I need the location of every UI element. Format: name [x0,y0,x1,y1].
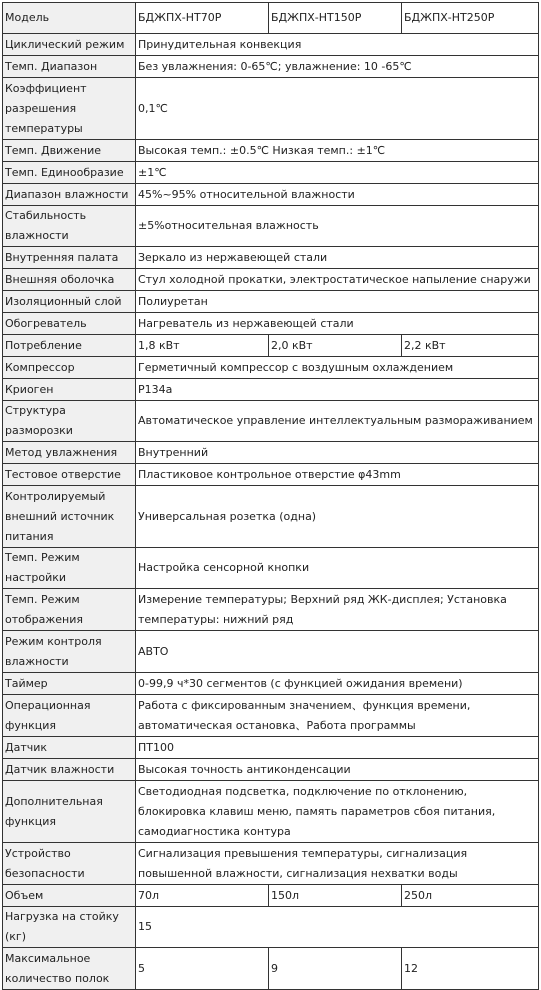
table-row [3,184,539,206]
table-row [3,907,539,948]
table-row [3,206,539,247]
table-row [3,78,539,140]
row-value: ПТ100 [136,737,539,759]
table-row [3,464,539,486]
table-row [3,486,539,548]
table-row [3,140,539,162]
spec-table-body [3,3,539,990]
table-row [3,357,539,379]
row-label: Контролируемый внешний источник питания [3,486,136,548]
table-row [3,269,539,291]
row-value: ±5%относительная влажность [136,206,539,247]
row-value: БДЖПХ-НТ150Р [269,3,402,34]
table-row [3,247,539,269]
row-label: Модель [3,3,136,34]
row-value: Светодиодная подсветка, подключение по отклонению, блокировка клавиш меню, память параметров сбоя питания, самодиагностика контура [136,781,539,843]
row-value: 9 [269,948,402,990]
row-value: Стул холодной прокатки, электростатическое напыление снаружи [136,269,539,291]
row-label: Компрессор [3,357,136,379]
row-value: Герметичный компрессор с воздушным охлаждением [136,357,539,379]
row-label: Устройство безопасности [3,843,136,885]
row-value: Принудительная конвекция [136,34,539,56]
table-row [3,56,539,78]
table-row [3,589,539,631]
row-value: ±1℃ [136,162,539,184]
row-value: АВТО [136,631,539,673]
table-row [3,548,539,589]
row-label: Криоген [3,379,136,401]
row-value: Автоматическое управление интеллектуальным размораживанием [136,401,539,442]
table-row [3,291,539,313]
row-label: Датчик влажности [3,759,136,781]
row-value: 5 [136,948,269,990]
row-label: Датчик [3,737,136,759]
row-value: Зеркало из нержавеющей стали [136,247,539,269]
row-label: Внешняя оболочка [3,269,136,291]
row-value: БДЖПХ-НТ250Р [402,3,539,34]
table-row [3,781,539,843]
table-row [3,3,539,34]
table-row [3,673,539,695]
row-value: 2,0 кВт [269,335,402,357]
row-label: Коэффициент разрешения температуры [3,78,136,140]
row-label: Операционная функция [3,695,136,737]
row-label: Циклический режим [3,34,136,56]
row-value: 0-99,9 ч*30 сегментов (с функцией ожидания времени) [136,673,539,695]
row-value: 12 [402,948,539,990]
row-value: 15 [136,907,539,948]
table-row [3,34,539,56]
row-value: 2,2 кВт [402,335,539,357]
row-label: Тестовое отверстие [3,464,136,486]
spec-table [2,2,539,990]
row-value: Настройка сенсорной кнопки [136,548,539,589]
table-row [3,695,539,737]
row-value: 45%~95% относительной влажности [136,184,539,206]
row-value: Нагреватель из нержавеющей стали [136,313,539,335]
row-value: Высокая темп.: ±0.5℃ Низкая темп.: ±1℃ [136,140,539,162]
row-value: Полиуретан [136,291,539,313]
table-row [3,759,539,781]
table-row [3,162,539,184]
row-value: БДЖПХ-НТ70Р [136,3,269,34]
row-label: Изоляционный слой [3,291,136,313]
row-value: Измерение температуры; Верхний ряд ЖК-дисплея; Установка температуры: нижний ряд [136,589,539,631]
row-label: Темп. Движение [3,140,136,162]
row-label: Темп. Режим отображения [3,589,136,631]
row-value: 70л [136,885,269,907]
table-row [3,335,539,357]
row-value: Внутренний [136,442,539,464]
row-label: Структура разморозки [3,401,136,442]
row-label: Диапазон влажности [3,184,136,206]
row-value: Сигнализация превышения температуры, сигнализация повышенной влажности, сигнализация нехватки воды [136,843,539,885]
table-row [3,379,539,401]
row-label: Внутренняя палата [3,247,136,269]
row-value: 1,8 кВт [136,335,269,357]
table-row [3,843,539,885]
row-label: Метод увлажнения [3,442,136,464]
table-row [3,631,539,673]
row-label: Нагрузка на стойку (кг) [3,907,136,948]
table-row [3,313,539,335]
row-value: Без увлажнения: 0-65℃; увлажнение: 10 -65℃ [136,56,539,78]
row-label: Потребление [3,335,136,357]
row-label: Дополнительная функция [3,781,136,843]
row-label: Стабильность влажности [3,206,136,247]
table-row [3,442,539,464]
table-row [3,885,539,907]
row-label: Темп. Режим настройки [3,548,136,589]
row-label: Темп. Единообразие [3,162,136,184]
table-row [3,401,539,442]
row-value: 250л [402,885,539,907]
row-label: Темп. Диапазон [3,56,136,78]
row-value: Работа с фиксированным значением、функция времени, автоматическая остановка、Работа программы [136,695,539,737]
row-value: 150л [269,885,402,907]
row-label: Обогреватель [3,313,136,335]
row-label: Максимальное количество полок [3,948,136,990]
row-label: Режим контроля влажности [3,631,136,673]
row-value: Р134а [136,379,539,401]
row-value: Универсальная розетка (одна) [136,486,539,548]
row-value: Пластиковое контрольное отверстие φ43mm [136,464,539,486]
row-label: Таймер [3,673,136,695]
row-value: 0,1℃ [136,78,539,140]
row-label: Объем [3,885,136,907]
table-row [3,948,539,990]
row-value: Высокая точность антиконденсации [136,759,539,781]
table-row [3,737,539,759]
